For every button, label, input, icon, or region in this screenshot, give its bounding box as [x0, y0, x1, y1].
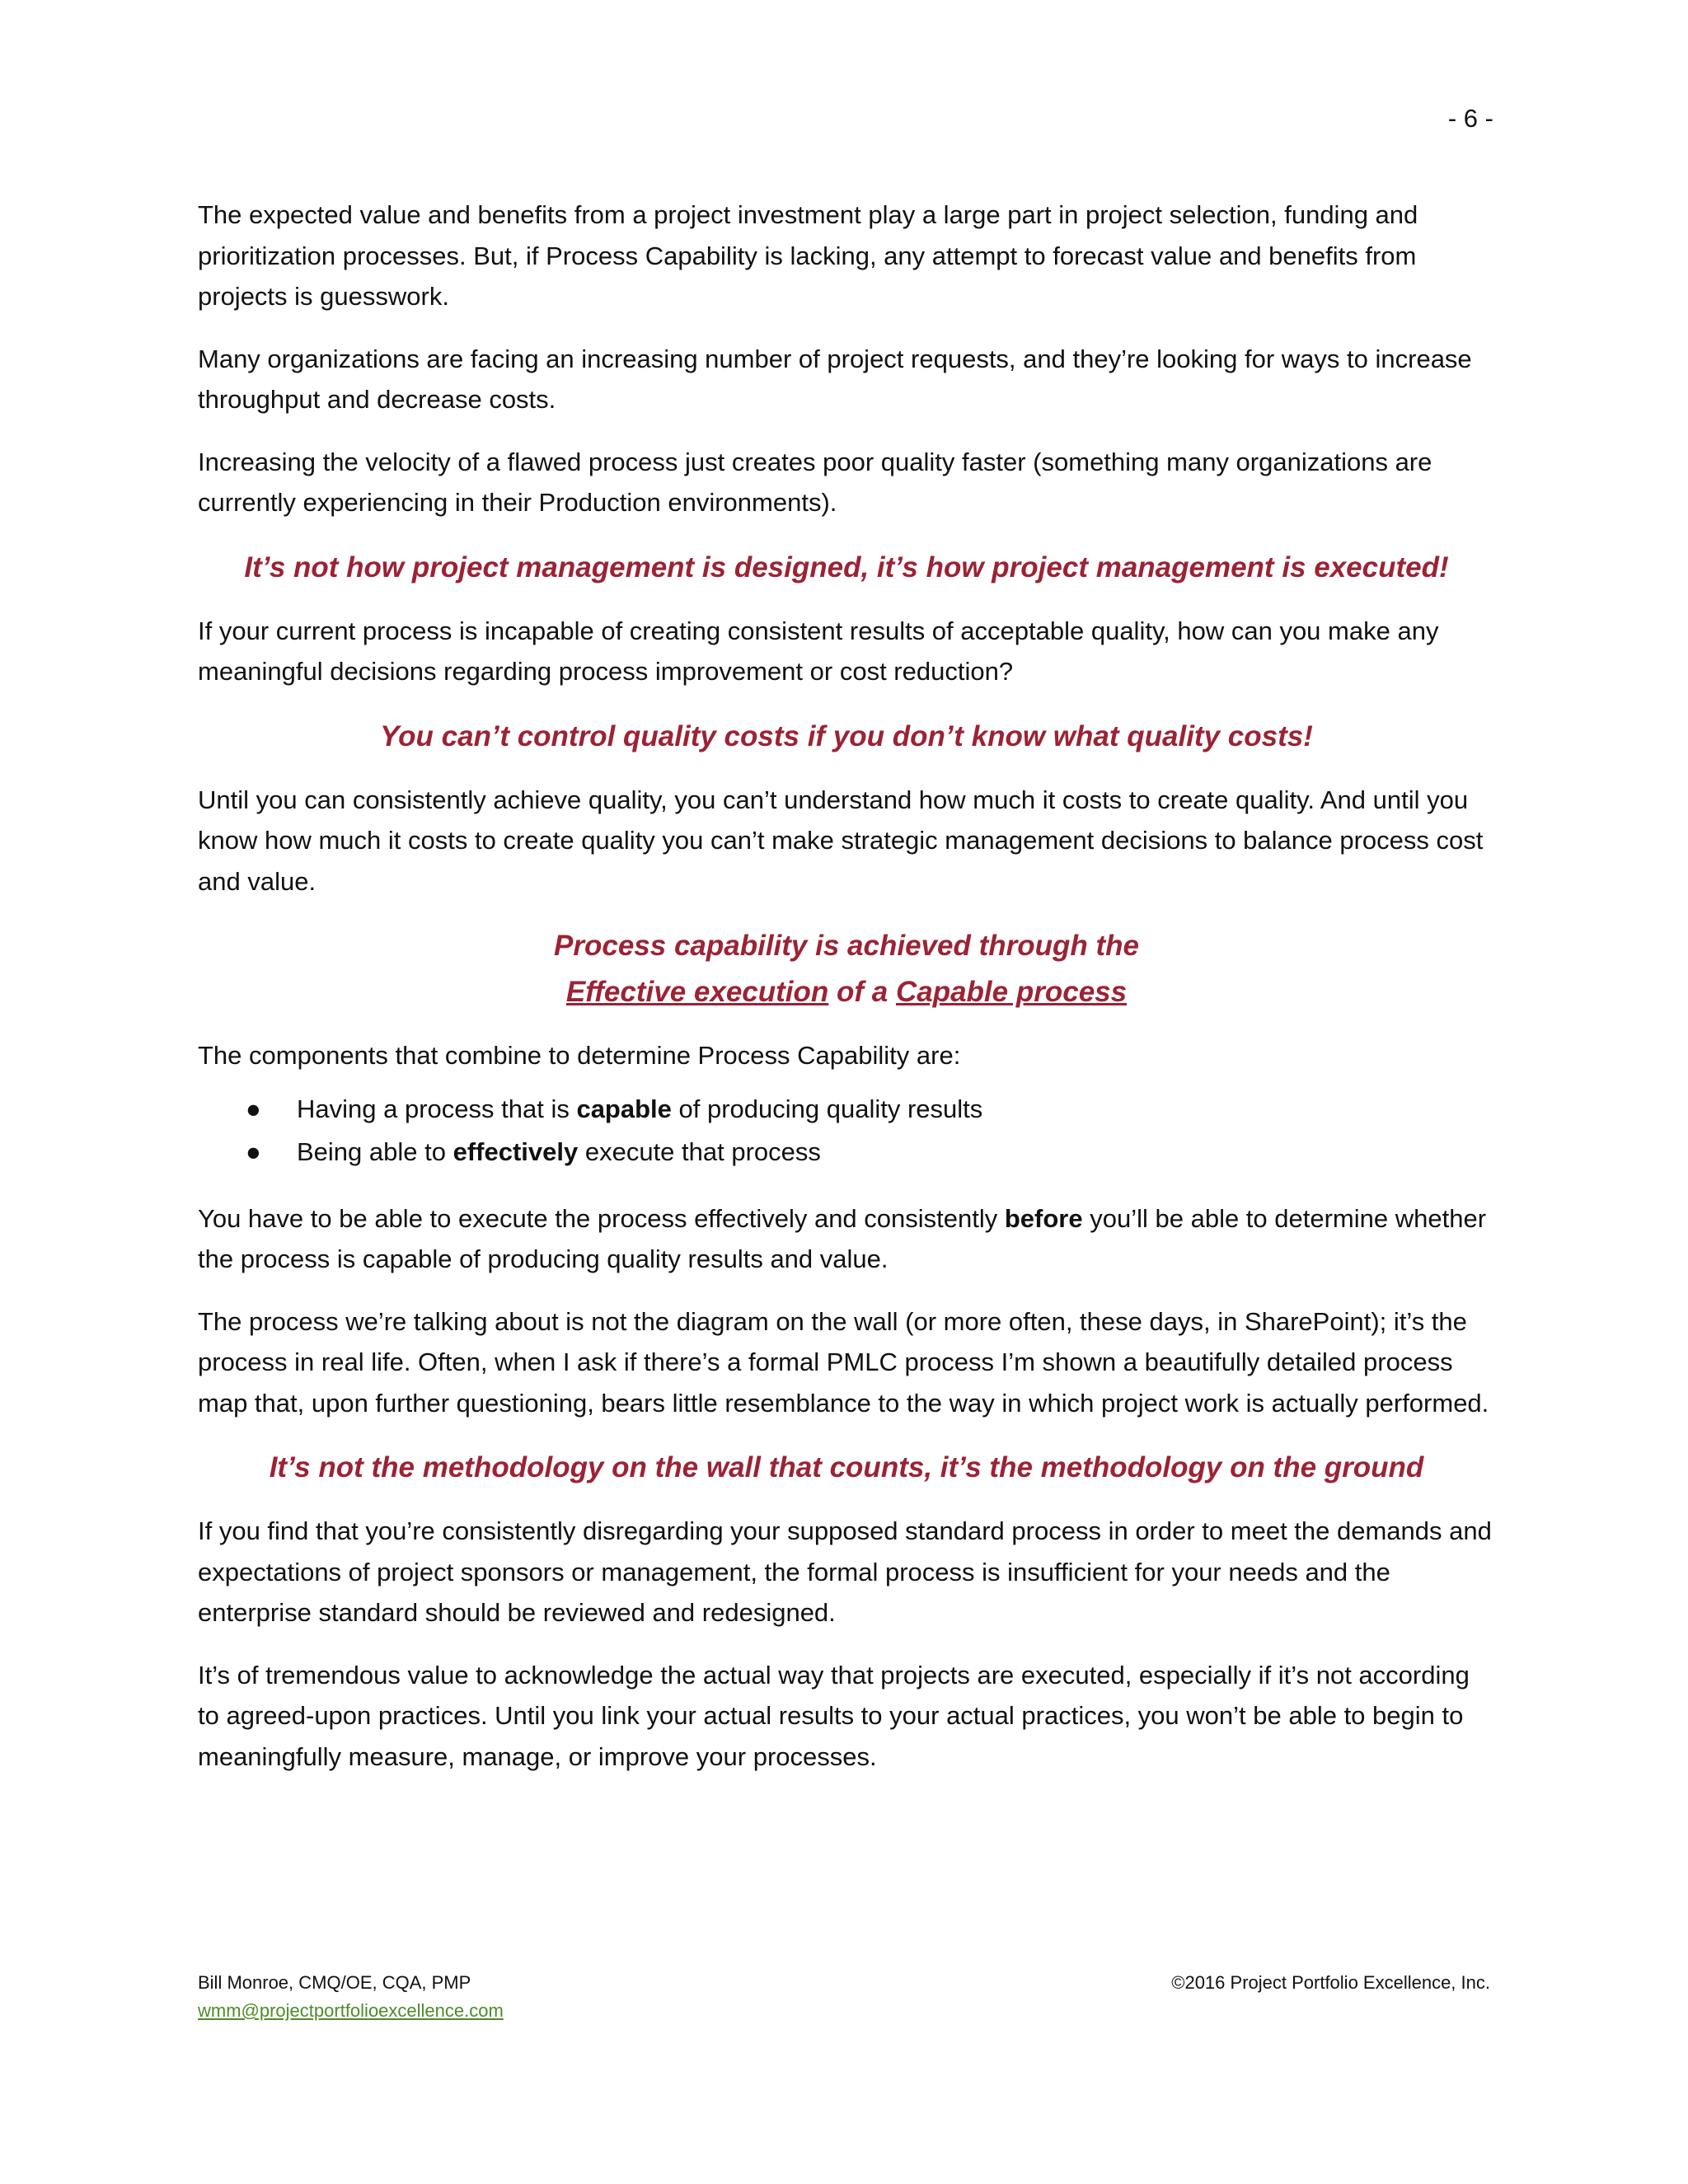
list-item-text-after: of producing quality results [671, 1094, 983, 1123]
callout-quality-costs: You can’t control quality costs if you don’t know what quality costs! [380, 719, 1313, 752]
list-item-text-before: Being able to [297, 1137, 453, 1166]
footer-author: Bill Monroe, CMQ/OE, CQA, PMP [198, 1972, 471, 1993]
paragraph-incapable-process: If your current process is incapable of creating consistent results of acceptable quality, how can you make any meaningful decisions regarding process improvement or cost reduction? [198, 616, 1439, 686]
list-item-text-before: Having a process that is [297, 1094, 577, 1123]
paragraph-text-after: you’ll be able to determine whether the process is capable of producing quality results and value. [198, 1203, 1487, 1273]
callout-capable-process: Capable process [895, 976, 1128, 1008]
paragraph-emphasis: before [1004, 1203, 1083, 1233]
bullet-dot-icon: ● [246, 1137, 261, 1166]
footer-copyright: ©2016 Project Portfolio Excellence, Inc. [1171, 1972, 1490, 1993]
document-body [198, 194, 1495, 1798]
list-item-emphasis: capable [576, 1094, 672, 1123]
paragraph-process-real-life: The process we’re talking about is not the diagram on the wall (or more often, these days, in SharePoint); it’s the process in real life. Often, when I ask if there’s a formal PMLC process I’m shown a beautifully detailed process map that, upon further questioning, bears little resemblance to the way in which project work is actually performed. [198, 1306, 1489, 1418]
list-item-emphasis: effectively [452, 1137, 579, 1166]
footer-email-link[interactable]: wmm@projectportfolioexcellence.com [198, 2000, 504, 2021]
callout-process-capability [198, 923, 1495, 1015]
callout-process-capability-line1: Process capability is achieved through the [554, 930, 1139, 962]
bullet-dot-icon: ● [246, 1094, 261, 1123]
callout-designed-executed: It’s not how project management is designed, it’s how project management is executed! [244, 551, 1449, 583]
paragraph-project-requests: Many organizations are facing an increasing number of project requests, and they’re looking for ways to increase throughput and decrease costs. [198, 344, 1472, 414]
paragraph-disregarding-process: If you find that you’re consistently disregarding your supposed standard process in order to meet the demands and expectations of project sponsors or management, the formal process is insufficient for your needs and the enterprise standard should be reviewed and redesigned. [198, 1516, 1492, 1627]
list-item [246, 1088, 1495, 1131]
list-item-text-after: execute that process [578, 1137, 821, 1166]
paragraph-components: The components that combine to determine Process Capability are: [198, 1041, 961, 1070]
callout-of-a: of a [828, 976, 896, 1008]
list-item [246, 1131, 1495, 1174]
paragraph-text-before: You have to be able to execute the process effectively and consistently [198, 1203, 1005, 1233]
callout-effective-execution: Effective execution [565, 976, 829, 1008]
paragraph-expected-value: The expected value and benefits from a project investment play a large part in project selection, funding and prioritization processes. But, if Process Capability is lacking, any attempt to forecast value and benefits from projects is guesswork. [198, 200, 1418, 311]
paragraph-achieve-quality: Until you can consistently achieve quality, you can’t understand how much it costs to create quality. And until you know how much it costs to create quality you can’t make strategic management decisions to balance process cost and value. [198, 785, 1484, 896]
callout-methodology: It’s not the methodology on the wall that counts, it’s the methodology on the ground [269, 1451, 1424, 1483]
paragraph-execute-effectively [198, 1198, 1495, 1280]
footer-author-block [198, 1969, 504, 2025]
components-list [198, 1088, 1495, 1174]
paragraph-velocity: Increasing the velocity of a flawed process just creates poor quality faster (something many organizations are currently experiencing in their Production environments). [198, 447, 1432, 517]
paragraph-tremendous-value: It’s of tremendous value to acknowledge the actual way that projects are executed, especially if it’s not according to agreed-upon practices. Until you link your actual results to your actual practices, you won’t be able to begin to meaningfully measure, manage, or improve your processes. [198, 1660, 1470, 1771]
page-number: - 6 - [1447, 104, 1493, 133]
